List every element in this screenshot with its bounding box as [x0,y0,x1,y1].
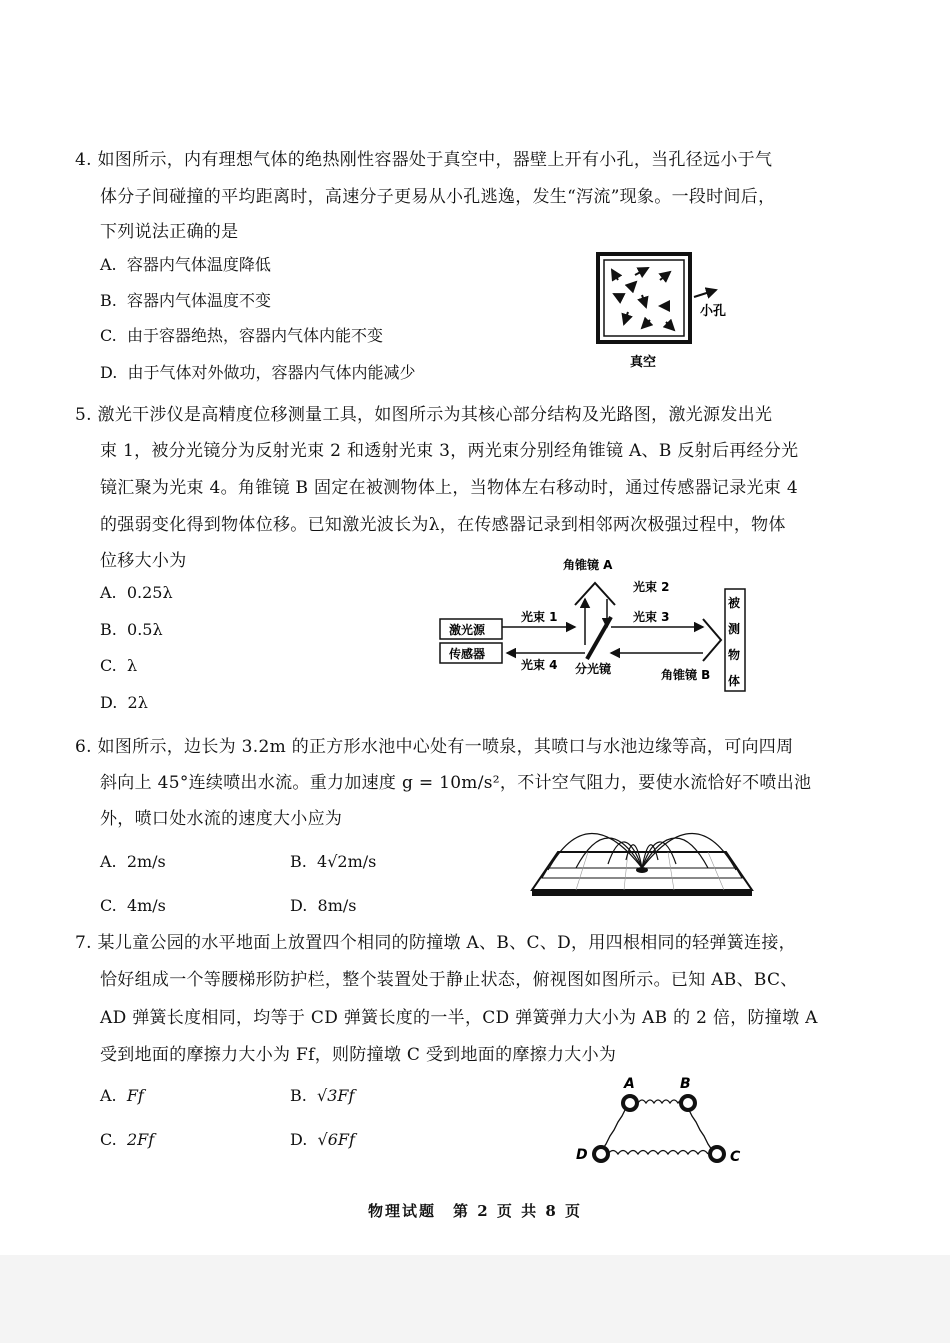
q6-option-d: D. 8m/s [290,896,357,915]
escaping-molecule-arrow [694,290,716,297]
q6-option-c: C. 4m/s [100,896,166,915]
q4-container-figure [590,250,750,375]
q5-option-d: D. 2λ [100,693,148,712]
q4-option-c: C. 由于容器绝热，容器内气体内能不变 [100,326,383,345]
pier-b-label: B [680,1076,691,1092]
q7-line4: 受到地面的摩擦力大小为 Ff，则防撞墩 C 受到地面的摩擦力大小为 [100,1045,617,1065]
q7-option-a: A. Ff [100,1086,144,1105]
fountain-nozzle [636,867,648,873]
hole-label: 小孔 [700,304,727,319]
q6-line1 [75,732,793,757]
scan-bottom-margin [0,1255,950,1343]
mirror-a-label: 角锥镜 A [563,558,613,572]
svg-text:体: 体 [728,674,741,688]
q6-option-a: A. 2m/s [100,852,166,871]
q5-number: 5. [75,405,92,425]
q5-line5: 位移大小为 [100,551,187,571]
svg-text:被: 被 [728,596,741,610]
q6-fountain-figure [528,808,756,900]
q7-option-c: C. 2Ff [100,1130,155,1149]
q5-option-a: A. 0.25λ [100,583,173,602]
pier-b [681,1096,695,1110]
corner-mirror-a [575,583,615,605]
q4-number: 4. [75,150,92,170]
q5-line4: 的强弱变化得到物体位移。已知激光波长为λ，在传感器记录到相邻两次极强过程中，物体 [100,515,786,535]
vacuum-label: 真空 [630,355,657,370]
q6-line2: 斜向上 45°连续喷出水流。重力加速度 g = 10m/s²，不计空气阻力，要使水流恰好不喷出池 [100,773,812,793]
q5-option-b: B. 0.5λ [100,620,163,639]
q5-interferometer-figure [435,555,755,695]
q4-line1 [75,145,772,170]
q6-line3: 外，喷口处水流的速度大小应为 [100,809,343,829]
q7-text-1: 某儿童公园的水平地面上放置四个相同的防撞墩 A、B、C、D，用四根相同的轻弹簧连接， [97,933,796,953]
pier-d-label: D [576,1147,588,1163]
laser-label: 激光源 [449,623,486,637]
q7-number: 7. [75,933,92,953]
q4-option-b: B. 容器内气体温度不变 [100,291,272,310]
q7-option-b: B. √3Ff [290,1086,355,1105]
splitter-label: 分光镜 [575,662,612,676]
q5-text-1: 激光干涉仪是高精度位移测量工具，如图所示为其核心部分结构及光路图，激光源发出光 [97,405,773,425]
q4-text-1: 如图所示，内有理想气体的绝热刚性容器处于真空中，器壁上开有小孔，当孔径远小于气 [97,150,773,170]
q5-line3: 镜汇聚为光束 4。角锥镜 B 固定在被测物体上，当物体左右移动时，通过传感器记录光束 4 [100,478,798,498]
q7-line2: 恰好组成一个等腰梯形防护栏，整个装置处于静止状态，俯视图如图所示。已知 AB、BC、 [100,970,798,990]
beam2-label: 光束 2 [633,580,670,594]
q4-line2: 体分子间碰撞的平均距离时，高速分子更易从小孔逃逸，发生“泻流”现象。一段时间后， [100,187,776,207]
beam-splitter [587,617,611,659]
q5-line1 [75,400,772,425]
pier-d [594,1147,608,1161]
q4-option-a: A. 容器内气体温度降低 [100,255,271,274]
beam4-label: 光束 4 [521,658,558,672]
beam1-label: 光束 1 [521,610,558,624]
pier-a-label: A [624,1076,635,1092]
q6-text-1: 如图所示，边长为 3.2m 的正方形水池中心处有一喷泉，其喷口与水池边缘等高，可向四周 [97,737,794,757]
q7-line3: AD 弹簧长度相同，均等于 CD 弹簧长度的一半，CD 弹簧弹力大小为 AB 的 2 倍，防撞墩 A [100,1008,818,1028]
pier-c [710,1147,724,1161]
mirror-b-label: 角锥镜 B [661,668,711,682]
q7-trapezoid-figure [572,1070,747,1170]
q7-option-d: D. √6Ff [290,1130,355,1149]
spring-cd [608,1151,708,1155]
q6-number: 6. [75,737,92,757]
beam3-label: 光束 3 [633,610,670,624]
sensor-label: 传感器 [449,647,486,661]
q6-option-b: B. 4√2m/s [290,852,377,871]
pier-a [623,1096,637,1110]
corner-mirror-b [703,619,721,661]
svg-text:测: 测 [728,622,741,636]
q5-line2: 束 1，被分光镜分为反射光束 2 和透射光束 3，两光束分别经角锥镜 A、B 反射后再经分光 [100,441,799,461]
q4-option-d: D. 由于气体对外做功，容器内气体内能减少 [100,363,416,382]
spring-ab [638,1100,686,1103]
pier-c-label: C [730,1149,741,1165]
q4-line3: 下列说法正确的是 [100,222,239,242]
page-footer: 物理试题 第 2 页 共 8 页 [368,1202,582,1220]
q5-option-c: C. λ [100,656,138,675]
svg-text:物: 物 [728,648,741,662]
q7-line1 [75,928,796,953]
